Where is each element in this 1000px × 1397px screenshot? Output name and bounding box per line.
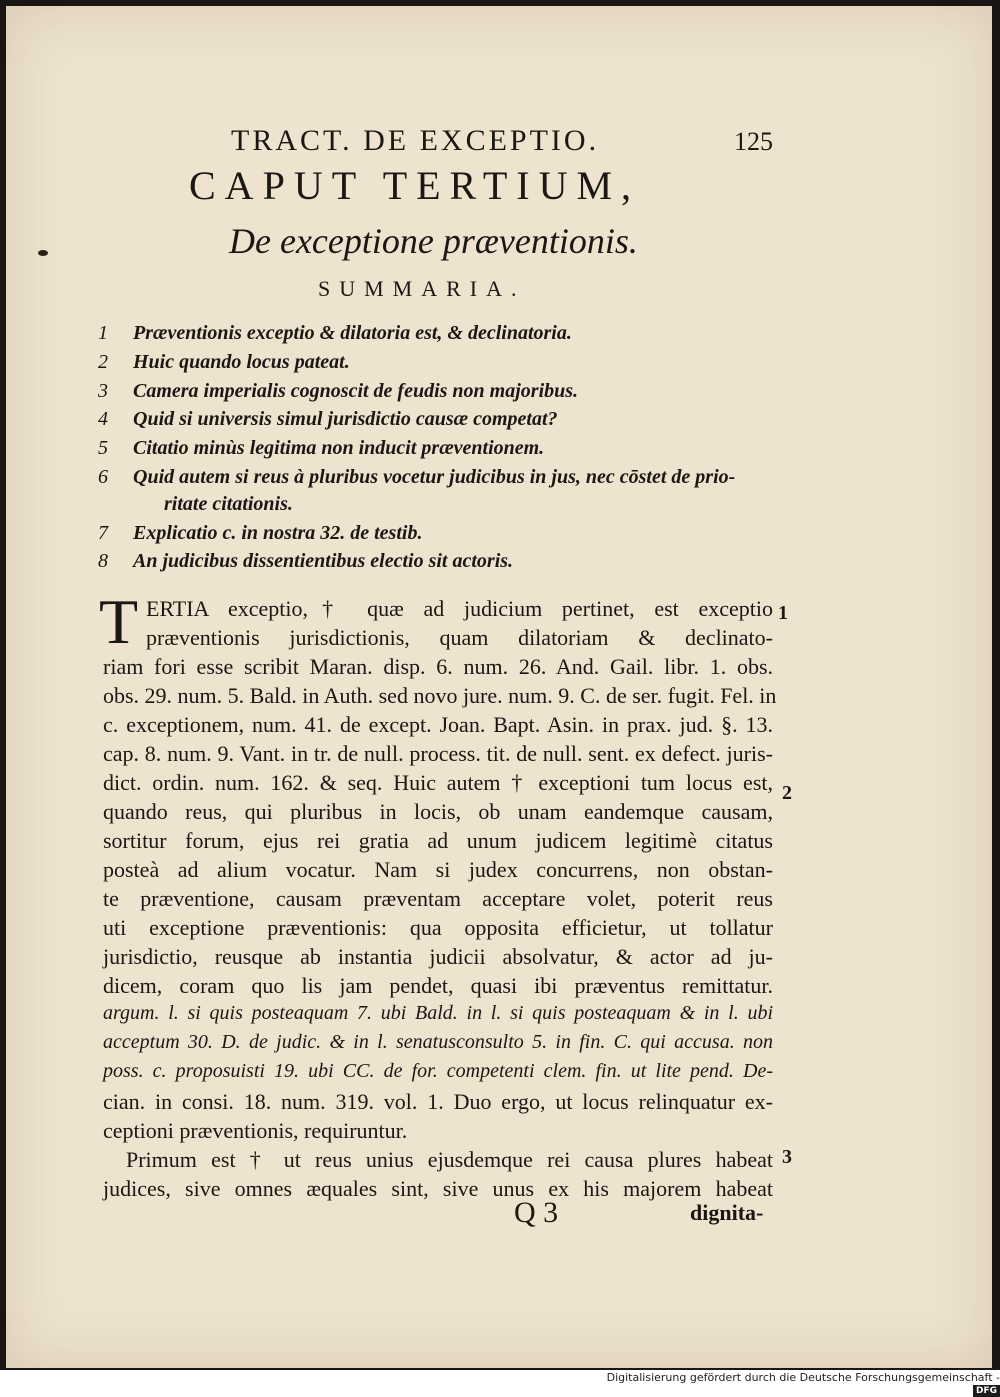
catchword: dignita- [690, 1200, 764, 1225]
body-line: Primum est † ut reus unius ejusdemque rei causa plures habeat [126, 1147, 773, 1172]
summaria-item: Camera imperialis cognoscit de feudis non majoribus. [133, 380, 579, 402]
running-title: TRACT. DE EXCEPTIO. [231, 124, 600, 157]
summaria-number: 4 [98, 408, 108, 430]
summaria-item: Explicatio c. in nostra 32. de testib. [133, 522, 423, 544]
margin-note: 1 [778, 602, 788, 624]
summaria-item: Quid si universis simul jurisdictio causæ competat? [133, 408, 558, 430]
summaria-number: 6 [98, 466, 108, 488]
summaria-number: 1 [98, 322, 108, 344]
body-line: cap. 8. num. 9. Vant. in tr. de null. process. tit. de null. sent. ex defect. juris- [103, 741, 773, 766]
body-line: sortitur forum, ejus rei gratia ad unum judicem legitimè citatus [103, 828, 773, 853]
summaria-item: An judicibus dissentientibus electio sit actoris. [133, 550, 514, 572]
body-line: uti exceptione præventionis: qua opposita efficietur, ut tollatur [103, 915, 773, 940]
summaria-item: Huic quando locus pateat. [133, 351, 350, 373]
body-line: acceptum 30. D. de judic. & in l. senatusconsulto 5. in fin. C. qui accusa. non [103, 1031, 773, 1053]
summaria-heading: SUMMARIA. [318, 276, 526, 301]
summaria-item-continuation: ritate citationis. [164, 493, 293, 515]
body-line: argum. l. si quis posteaquam 7. ubi Bald. in l. si quis posteaquam & in l. ubi [103, 1002, 773, 1024]
body-line: obs. 29. num. 5. Bald. in Auth. sed novo jure. num. 9. C. de ser. fugit. Fel. in [103, 683, 777, 708]
body-line: dicem, coram quo lis jam pendet, quasi ibi præventus remittatur. [103, 973, 773, 998]
body-line: riam fori esse scribit Maran. disp. 6. num. 26. And. Gail. libr. 1. obs. [103, 654, 773, 679]
body-line: dict. ordin. num. 162. & seq. Huic autem † exceptioni tum locus est, [103, 770, 773, 795]
body-line: præventionis jurisdictionis, quam dilatoriam & declinato- [146, 625, 773, 650]
dfg-logo: DFG [973, 1385, 1000, 1397]
summaria-number: 7 [98, 522, 108, 544]
body-line: posteà ad alium vocatur. Nam si judex concurrens, non obstan- [103, 857, 773, 882]
body-line: te præventione, causam præventam acceptare volet, poterit reus [103, 886, 773, 911]
ink-smudge [38, 250, 48, 256]
summaria-number: 2 [98, 351, 108, 373]
summaria-item: Citatio minùs legitima non inducit præventionem. [133, 437, 545, 459]
body-line: jurisdictio, reusque ab instantia judicii absolvatur, & actor ad ju- [103, 944, 773, 969]
body-line: poss. c. proposuisti 19. ubi CC. de for. competenti clem. fin. ut lite pend. De- [103, 1060, 773, 1082]
body-line: cian. in consi. 18. num. 319. vol. 1. Duo ergo, ut locus relinquatur ex- [103, 1089, 773, 1114]
page-number: 125 [734, 127, 773, 156]
chapter-subtitle: De exceptione præventionis. [229, 221, 638, 261]
summaria-item: Quid autem si reus à pluribus vocetur judicibus in jus, nec cōstet de prio- [133, 466, 736, 488]
summaria-number: 8 [98, 550, 108, 572]
margin-note: 3 [782, 1146, 792, 1168]
body-line: judices, sive omnes æquales sint, sive unus ex his majorem habeat [103, 1176, 773, 1201]
body-line: c. exceptionem, num. 41. de except. Joan. Bapt. Asin. in prax. jud. §. 13. [103, 712, 773, 737]
summaria-number: 5 [98, 437, 108, 459]
margin-note: 2 [782, 782, 792, 804]
chapter-title: CAPUT TERTIUM, [189, 163, 641, 208]
digitization-footer [600, 1371, 1000, 1396]
body-line: ERTIA exceptio,† quæ ad judicium pertinet, est exceptio [146, 596, 773, 621]
drop-cap: T [99, 586, 139, 657]
book-page [6, 6, 992, 1368]
summaria-number: 3 [98, 380, 108, 402]
summaria-item: Præventionis exceptio & dilatoria est, & declinatoria. [133, 322, 572, 344]
body-line: quando reus, qui pluribus in locis, ob unam eandemque causam, [103, 799, 773, 824]
signature-mark: Q 3 [514, 1196, 559, 1229]
footer-text: Digitalisierung gefördert durch die Deutsche Forschungsgemeinschaft - [606, 1371, 1000, 1384]
body-line: ceptioni præventionis, requiruntur. [103, 1118, 408, 1143]
